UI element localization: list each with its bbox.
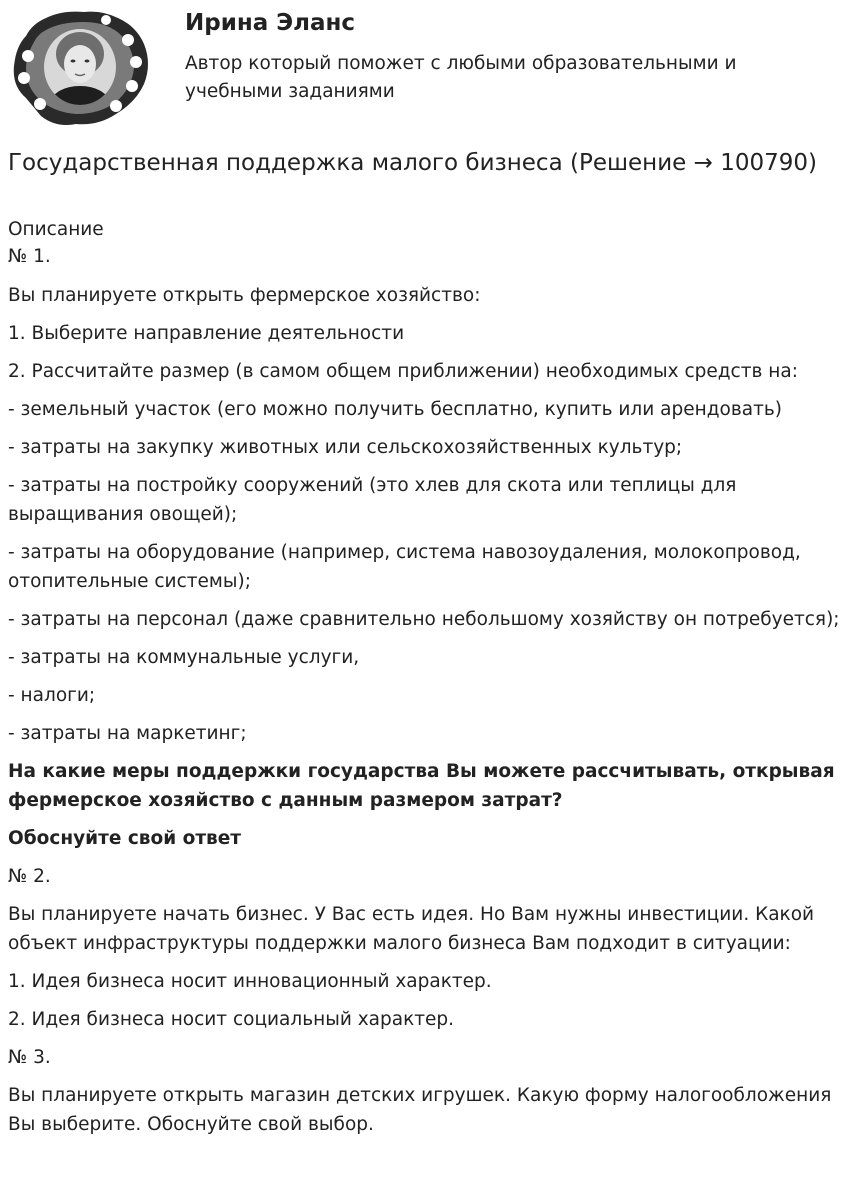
paragraph: Вы планируете открыть магазин детских игрушек. Какую форму налогообложения Вы выберите. Обоснуйте свой выбор.: [8, 1085, 832, 1135]
paragraph: - земельный участок (его можно получить бесплатно, купить или арендовать): [8, 399, 782, 420]
author-avatar: [6, 6, 152, 128]
paragraph: - затраты на персонал (даже сравнительно небольшому хозяйству он потребуется);: [8, 609, 840, 630]
paragraph: 1. Идея бизнеса носит инновационный характер.: [8, 971, 492, 992]
paragraph: Вы планируете открыть фермерское хозяйство:: [8, 285, 481, 306]
author-description: Автор который поможет с любыми образовательными и учебными заданиями: [185, 53, 737, 102]
task-number: № 1.: [8, 246, 51, 267]
paragraph: - затраты на постройку сооружений (это хлев для скота или теплицы для выращивания овощей);: [8, 475, 737, 525]
paragraph: - налоги;: [8, 685, 96, 706]
author-header: [0, 0, 847, 135]
task-number: № 3.: [8, 1047, 51, 1068]
paragraph: 1. Выберите направление деятельности: [8, 323, 405, 344]
paragraph: - затраты на маркетинг;: [8, 723, 247, 744]
task-content: [8, 216, 843, 1139]
paragraph: - затраты на закупку животных или сельскохозяйственных культур;: [8, 437, 683, 458]
bold-instruction: Обоснуйте свой ответ: [8, 828, 242, 849]
paragraph: Вы планируете начать бизнес. У Вас есть идея. Но Вам нужны инвестиции. Какой объект инфраструктуры поддержки малого бизнеса Вам подходит в ситуации:: [8, 904, 815, 954]
paragraph: 2. Рассчитайте размер (в самом общем приближении) необходимых средств на:: [8, 361, 798, 382]
page-title: Государственная поддержка малого бизнеса (Решение → 100790): [8, 150, 817, 176]
task-number: № 2.: [8, 866, 51, 887]
description-label: Описание: [8, 219, 104, 240]
paragraph: 2. Идея бизнеса носит социальный характер.: [8, 1009, 455, 1030]
bold-question: На какие меры поддержки государства Вы можете рассчитывать, открывая фермерское хозяйство с данным размером затрат?: [8, 761, 835, 811]
paragraph: - затраты на коммунальные услуги,: [8, 647, 360, 668]
paragraph: - затраты на оборудование (например, система навозоудаления, молокопровод, отопительные системы);: [8, 542, 801, 592]
author-name[interactable]: Ирина Эланс: [185, 10, 356, 36]
